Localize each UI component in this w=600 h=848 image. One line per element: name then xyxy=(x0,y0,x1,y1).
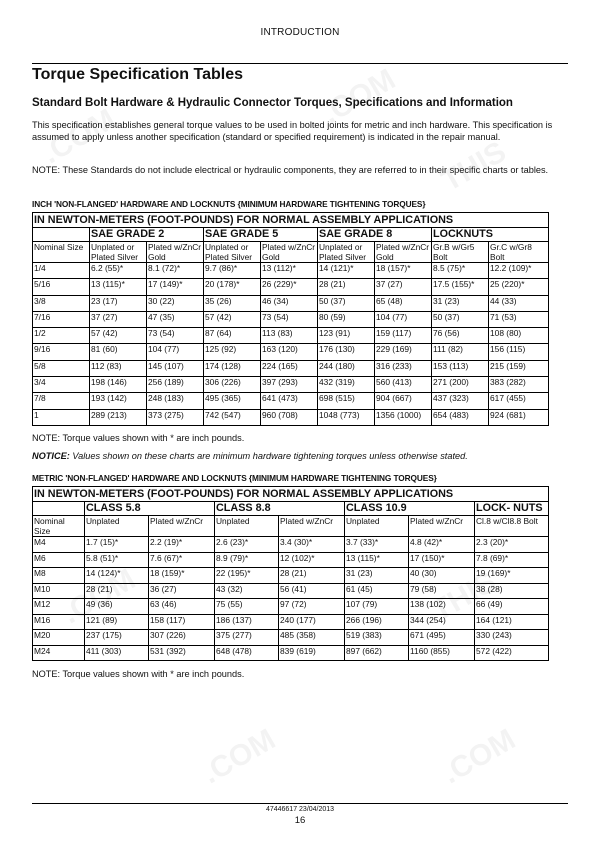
torque-value-cell: 437 (323) xyxy=(432,393,489,409)
table-row xyxy=(33,552,549,568)
torque-value-cell: 71 (53) xyxy=(489,311,549,327)
torque-value-cell: 30 (22) xyxy=(147,295,204,311)
nominal-size-cell: M8 xyxy=(33,568,85,584)
torque-value-cell: 164 (121) xyxy=(475,614,549,630)
col-plated: Plated w/ZnCr Gold xyxy=(147,242,204,263)
torque-value-cell: 17.5 (155)* xyxy=(432,279,489,295)
torque-value-cell: 153 (113) xyxy=(432,360,489,376)
torque-value-cell: 344 (254) xyxy=(409,614,475,630)
torque-value-cell: 87 (64) xyxy=(204,328,261,344)
torque-value-cell: 61 (45) xyxy=(345,583,409,599)
col-unplated: Unplated xyxy=(85,516,149,537)
torque-value-cell: 3.7 (33)* xyxy=(345,537,409,553)
torque-value-cell: 271 (200) xyxy=(432,377,489,393)
torque-value-cell: 49 (36) xyxy=(85,599,149,615)
torque-value-cell: 158 (117) xyxy=(149,614,215,630)
group-class-5-8: CLASS 5.8 xyxy=(85,502,215,516)
col-plated: Plated w/ZnCr Gold xyxy=(375,242,432,263)
inch-table-heading: INCH 'NON-FLANGED' HARDWARE AND LOCKNUTS {MINIMUM HARDWARE TIGHTENING TORQUES} xyxy=(32,199,426,209)
group-sae-grade-5: SAE GRADE 5 xyxy=(204,228,318,242)
torque-value-cell: 44 (33) xyxy=(489,295,549,311)
torque-value-cell: 6.2 (55)* xyxy=(90,263,147,279)
group-class-10-9: CLASS 10.9 xyxy=(345,502,475,516)
torque-value-cell: 3.4 (30)* xyxy=(279,537,345,553)
torque-value-cell: 617 (455) xyxy=(489,393,549,409)
torque-value-cell: 125 (92) xyxy=(204,344,261,360)
torque-value-cell: 18 (159)* xyxy=(149,568,215,584)
torque-value-cell: 897 (662) xyxy=(345,645,409,661)
col-plated: Plated w/ZnCr xyxy=(279,516,345,537)
col-unplated: Unplated xyxy=(345,516,409,537)
torque-value-cell: 839 (619) xyxy=(279,645,345,661)
table-row xyxy=(33,614,549,630)
watermark xyxy=(197,723,282,792)
torque-value-cell: 383 (282) xyxy=(489,377,549,393)
col-nominal-size: Nominal Size xyxy=(33,516,85,537)
torque-value-cell: 108 (80) xyxy=(489,328,549,344)
torque-value-cell: 904 (667) xyxy=(375,393,432,409)
torque-value-cell: 224 (165) xyxy=(261,360,318,376)
torque-value-cell: 8.1 (72)* xyxy=(147,263,204,279)
torque-value-cell: 13 (112)* xyxy=(261,263,318,279)
torque-value-cell: 519 (383) xyxy=(345,630,409,646)
torque-value-cell: 648 (478) xyxy=(215,645,279,661)
table-row xyxy=(33,583,549,599)
group-sae-grade-2: SAE GRADE 2 xyxy=(90,228,204,242)
torque-value-cell: 50 (37) xyxy=(432,311,489,327)
torque-value-cell: 5.8 (51)* xyxy=(85,552,149,568)
table-row xyxy=(33,295,549,311)
torque-value-cell: 145 (107) xyxy=(147,360,204,376)
torque-value-cell: 960 (708) xyxy=(261,409,318,425)
torque-value-cell: 35 (26) xyxy=(204,295,261,311)
col-plated: Plated w/ZnCr xyxy=(409,516,475,537)
torque-value-cell: 560 (413) xyxy=(375,377,432,393)
torque-value-cell: 107 (79) xyxy=(345,599,409,615)
col-cl8: Cl.8 w/Cl8.8 Bolt xyxy=(475,516,549,537)
torque-value-cell: 289 (213) xyxy=(90,409,147,425)
torque-value-cell: 495 (365) xyxy=(204,393,261,409)
torque-value-cell: 17 (149)* xyxy=(147,279,204,295)
group-sae-grade-8: SAE GRADE 8 xyxy=(318,228,432,242)
torque-value-cell: 641 (473) xyxy=(261,393,318,409)
torque-value-cell: 306 (226) xyxy=(204,377,261,393)
torque-value-cell: 57 (42) xyxy=(204,311,261,327)
torque-value-cell: 57 (42) xyxy=(90,328,147,344)
notice-label: NOTICE: xyxy=(32,451,70,461)
torque-value-cell: 1160 (855) xyxy=(409,645,475,661)
torque-value-cell: 19 (169)* xyxy=(475,568,549,584)
nominal-size-cell: 7/16 xyxy=(33,311,90,327)
torque-value-cell: 2.6 (23)* xyxy=(215,537,279,553)
torque-value-cell: 215 (159) xyxy=(489,360,549,376)
nominal-size-cell: 1/2 xyxy=(33,328,90,344)
torque-value-cell: 13 (115)* xyxy=(345,552,409,568)
table-row xyxy=(33,599,549,615)
torque-value-cell: 28 (21) xyxy=(279,568,345,584)
col-plated: Plated w/ZnCr xyxy=(149,516,215,537)
torque-value-cell: 38 (28) xyxy=(475,583,549,599)
torque-value-cell: 307 (226) xyxy=(149,630,215,646)
nominal-size-cell: M16 xyxy=(33,614,85,630)
torque-value-cell: 1.7 (15)* xyxy=(85,537,149,553)
torque-value-cell: 112 (83) xyxy=(90,360,147,376)
table-row xyxy=(33,537,549,553)
torque-value-cell: 531 (392) xyxy=(149,645,215,661)
section-subtitle: Standard Bolt Hardware & Hydraulic Connector Torques, Specifications and Information xyxy=(32,97,513,109)
nominal-size-cell: M12 xyxy=(33,599,85,615)
torque-value-cell: 97 (72) xyxy=(279,599,345,615)
col-plated: Plated w/ZnCr Gold xyxy=(261,242,318,263)
group-locknuts: LOCK- NUTS xyxy=(475,502,549,516)
table-row xyxy=(33,360,549,376)
torque-value-cell: 14 (124)* xyxy=(85,568,149,584)
table-row xyxy=(33,630,549,646)
torque-value-cell: 375 (277) xyxy=(215,630,279,646)
torque-value-cell: 47 (35) xyxy=(147,311,204,327)
standards-note: NOTE: These Standards do not include electrical or hydraulic components, they are referred to in their specific charts or tables. xyxy=(32,165,549,175)
nominal-size-cell: 5/16 xyxy=(33,279,90,295)
page-title: Torque Specification Tables xyxy=(32,66,243,83)
torque-value-cell: 742 (547) xyxy=(204,409,261,425)
torque-value-cell: 176 (130) xyxy=(318,344,375,360)
torque-value-cell: 65 (48) xyxy=(375,295,432,311)
nominal-size-cell: M4 xyxy=(33,537,85,553)
group-class-8-8: CLASS 8.8 xyxy=(215,502,345,516)
nominal-size-cell: M20 xyxy=(33,630,85,646)
nominal-size-cell: 7/8 xyxy=(33,393,90,409)
torque-value-cell: 121 (89) xyxy=(85,614,149,630)
table-row xyxy=(33,344,549,360)
torque-value-cell: 28 (21) xyxy=(85,583,149,599)
nominal-size-cell: 3/8 xyxy=(33,295,90,311)
torque-value-cell: 66 (49) xyxy=(475,599,549,615)
intro-paragraph: This specification establishes general torque values to be used in bolted joints for metric and inch hardware. This specification is assumed to apply unless another specification (standard or specified requirement) is indicated in the repair manual. xyxy=(32,120,553,142)
torque-value-cell: 330 (243) xyxy=(475,630,549,646)
nominal-size-cell: 1/4 xyxy=(33,263,90,279)
col-grc: Gr.C w/Gr8 Bolt xyxy=(489,242,549,263)
table-row xyxy=(33,645,549,661)
torque-value-cell: 316 (233) xyxy=(375,360,432,376)
torque-value-cell: 25 (220)* xyxy=(489,279,549,295)
torque-value-cell: 37 (27) xyxy=(90,311,147,327)
page-number: 16 xyxy=(294,815,306,826)
col-unplated: Unplated xyxy=(215,516,279,537)
torque-value-cell: 36 (27) xyxy=(149,583,215,599)
watermark xyxy=(437,723,522,792)
col-unplated: Unplated or Plated Silver xyxy=(318,242,375,263)
inch-torque-table xyxy=(32,212,549,426)
torque-value-cell: 2.2 (19)* xyxy=(149,537,215,553)
torque-value-cell: 432 (319) xyxy=(318,377,375,393)
torque-value-cell: 193 (142) xyxy=(90,393,147,409)
metric-torque-table xyxy=(32,486,549,661)
torque-value-cell: 79 (58) xyxy=(409,583,475,599)
table-row xyxy=(33,377,549,393)
torque-value-cell: 698 (515) xyxy=(318,393,375,409)
torque-value-cell: 63 (46) xyxy=(149,599,215,615)
torque-value-cell: 18 (157)* xyxy=(375,263,432,279)
inch-banner: IN NEWTON-METERS (FOOT-POUNDS) FOR NORMAL ASSEMBLY APPLICATIONS xyxy=(33,213,549,228)
torque-value-cell: 20 (178)* xyxy=(204,279,261,295)
torque-value-cell: 75 (55) xyxy=(215,599,279,615)
torque-value-cell: 156 (115) xyxy=(489,344,549,360)
torque-value-cell: 14 (121)* xyxy=(318,263,375,279)
torque-value-cell: 76 (56) xyxy=(432,328,489,344)
torque-value-cell: 572 (422) xyxy=(475,645,549,661)
table-row xyxy=(33,279,549,295)
torque-value-cell: 123 (91) xyxy=(318,328,375,344)
torque-value-cell: 80 (59) xyxy=(318,311,375,327)
torque-value-cell: 9.7 (86)* xyxy=(204,263,261,279)
table-row xyxy=(33,568,549,584)
torque-value-cell: 256 (189) xyxy=(147,377,204,393)
torque-value-cell: 411 (303) xyxy=(85,645,149,661)
torque-value-cell: 229 (169) xyxy=(375,344,432,360)
torque-value-cell: 26 (229)* xyxy=(261,279,318,295)
torque-value-cell: 237 (175) xyxy=(85,630,149,646)
torque-value-cell: 2.3 (20)* xyxy=(475,537,549,553)
torque-value-cell: 7.8 (69)* xyxy=(475,552,549,568)
torque-value-cell: 81 (60) xyxy=(90,344,147,360)
torque-value-cell: 4.8 (42)* xyxy=(409,537,475,553)
table-row xyxy=(33,409,549,425)
torque-value-cell: 198 (146) xyxy=(90,377,147,393)
table-row xyxy=(33,311,549,327)
torque-value-cell: 22 (195)* xyxy=(215,568,279,584)
torque-value-cell: 12 (102)* xyxy=(279,552,345,568)
notice-text: Values shown on these charts are minimum hardware tightening torques unless otherwise stated. xyxy=(69,451,468,461)
torque-value-cell: 104 (77) xyxy=(375,311,432,327)
torque-value-cell: 104 (77) xyxy=(147,344,204,360)
running-head: INTRODUCTION xyxy=(260,27,340,38)
torque-value-cell: 485 (358) xyxy=(279,630,345,646)
torque-value-cell: 56 (41) xyxy=(279,583,345,599)
notice xyxy=(32,451,468,461)
torque-value-cell: 8.5 (75)* xyxy=(432,263,489,279)
metric-table-heading: METRIC 'NON-FLANGED' HARDWARE AND LOCKNUTS {MINIMUM HARDWARE TIGHTENING TORQUES} xyxy=(32,473,437,483)
torque-value-cell: 240 (177) xyxy=(279,614,345,630)
torque-value-cell: 31 (23) xyxy=(345,568,409,584)
footer-rule xyxy=(32,803,568,804)
torque-value-cell: 397 (293) xyxy=(261,377,318,393)
document-id: 47446617 23/04/2013 xyxy=(265,806,335,813)
torque-value-cell: 266 (196) xyxy=(345,614,409,630)
nominal-size-cell: 3/4 xyxy=(33,377,90,393)
torque-value-cell: 37 (27) xyxy=(375,279,432,295)
col-unplated: Unplated or Plated Silver xyxy=(204,242,261,263)
torque-value-cell: 73 (54) xyxy=(261,311,318,327)
torque-value-cell: 46 (34) xyxy=(261,295,318,311)
torque-value-cell: 8.9 (79)* xyxy=(215,552,279,568)
torque-value-cell: 924 (681) xyxy=(489,409,549,425)
torque-value-cell: 671 (495) xyxy=(409,630,475,646)
torque-value-cell: 113 (83) xyxy=(261,328,318,344)
torque-value-cell: 50 (37) xyxy=(318,295,375,311)
torque-value-cell: 7.6 (67)* xyxy=(149,552,215,568)
torque-value-cell: 31 (23) xyxy=(432,295,489,311)
nominal-size-cell: M24 xyxy=(33,645,85,661)
torque-value-cell: 13 (115)* xyxy=(90,279,147,295)
table-row xyxy=(33,263,549,279)
torque-value-cell: 43 (32) xyxy=(215,583,279,599)
torque-value-cell: 244 (180) xyxy=(318,360,375,376)
table-row xyxy=(33,328,549,344)
blank-cell xyxy=(33,228,90,242)
header-rule xyxy=(32,63,568,64)
torque-value-cell: 111 (82) xyxy=(432,344,489,360)
torque-value-cell: 159 (117) xyxy=(375,328,432,344)
metric-inch-pounds-note: NOTE: Torque values shown with * are inch pounds. xyxy=(32,669,245,679)
nominal-size-cell: 1 xyxy=(33,409,90,425)
torque-value-cell: 138 (102) xyxy=(409,599,475,615)
torque-value-cell: 373 (275) xyxy=(147,409,204,425)
nominal-size-cell: 5/8 xyxy=(33,360,90,376)
col-nominal-size: Nominal Size xyxy=(33,242,90,263)
inch-pounds-note: NOTE: Torque values shown with * are inch pounds. xyxy=(32,433,245,443)
torque-value-cell: 654 (483) xyxy=(432,409,489,425)
torque-value-cell: 12.2 (109)* xyxy=(489,263,549,279)
nominal-size-cell: 9/16 xyxy=(33,344,90,360)
col-grb: Gr.B w/Gr5 Bolt xyxy=(432,242,489,263)
torque-value-cell: 1356 (1000) xyxy=(375,409,432,425)
nominal-size-cell: M6 xyxy=(33,552,85,568)
torque-value-cell: 73 (54) xyxy=(147,328,204,344)
torque-value-cell: 23 (17) xyxy=(90,295,147,311)
torque-value-cell: 163 (120) xyxy=(261,344,318,360)
torque-value-cell: 17 (150)* xyxy=(409,552,475,568)
torque-value-cell: 186 (137) xyxy=(215,614,279,630)
col-unplated: Unplated or Plated Silver xyxy=(90,242,147,263)
nominal-size-cell: M10 xyxy=(33,583,85,599)
torque-value-cell: 248 (183) xyxy=(147,393,204,409)
blank-cell xyxy=(33,502,85,516)
torque-value-cell: 28 (21) xyxy=(318,279,375,295)
table-row xyxy=(33,393,549,409)
torque-value-cell: 174 (128) xyxy=(204,360,261,376)
torque-value-cell: 1048 (773) xyxy=(318,409,375,425)
metric-banner: IN NEWTON-METERS (FOOT-POUNDS) FOR NORMAL ASSEMBLY APPLICATIONS xyxy=(33,487,549,502)
torque-value-cell: 40 (30) xyxy=(409,568,475,584)
group-locknuts: LOCKNUTS xyxy=(432,228,549,242)
